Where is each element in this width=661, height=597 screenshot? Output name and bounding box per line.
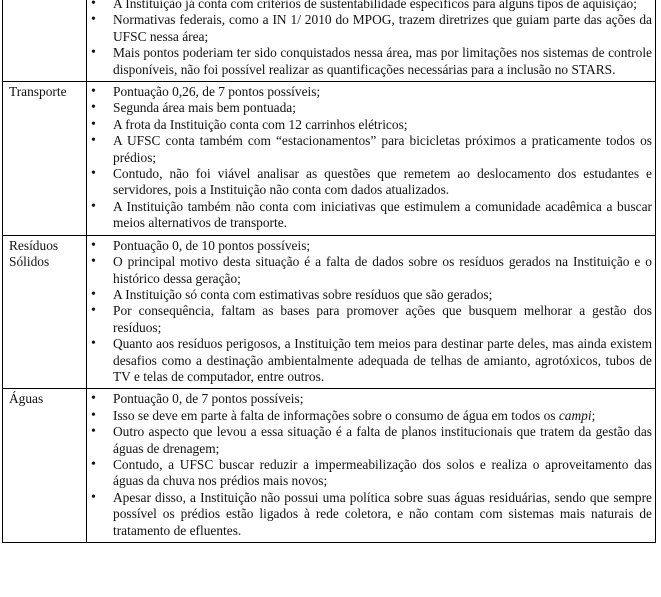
list-item: • Contudo, não foi viável analisar as questões que remetem ao deslocamento dos estudantes e servidores, pois a Instituição não conta com dados atualizados. — [90, 166, 652, 199]
list-item: • Outro aspecto que levou a essa situação é a falta de planos institucionais que tratem da gestão das águas de drenagem; — [90, 424, 652, 457]
list-item-text: ; — [591, 407, 596, 423]
list-item: • O principal motivo desta situação é a falta de dados sobre os resíduos gerados na Instituição e o histórico dessa geração; — [90, 254, 652, 287]
row-label — [3, 0, 87, 82]
row-label-line: Resíduos — [9, 237, 59, 253]
list-item: • Pontuação 0, de 10 pontos possíveis; — [90, 238, 652, 254]
list-item: • A Instituição também não conta com iniciativas que estimulem a comunidade acadêmica a buscar meios alternativos de transporte. — [90, 199, 652, 232]
row-label: Transporte — [3, 82, 87, 236]
row-label — [3, 235, 87, 389]
list-item: • Normativas federais, como a IN 1/ 2010 do MPOG, trazem diretrizes que guiam parte das ações da UFSC nessa área; — [90, 12, 652, 45]
italic-term: campi — [558, 407, 592, 423]
list-item: • Pontuação 0,26, de 7 pontos possíveis; — [90, 84, 652, 100]
row-content — [87, 0, 656, 82]
list-item: • A UFSC conta também com “estacionamentos” para bicicletas próximos a praticamente todos os prédios; — [90, 133, 652, 166]
list-item: • A Instituição só conta com estimativas sobre resíduos que são gerados; — [90, 287, 652, 303]
list-item: • Pontuação 0, de 7 pontos possíveis; — [90, 391, 652, 407]
list-item: • A frota da Instituição conta com 12 carrinhos elétricos; — [90, 117, 652, 133]
row-content — [87, 235, 656, 389]
table-row-transporte — [3, 82, 656, 236]
row-label-line: Sólidos — [9, 254, 50, 270]
table-row-aquisicao — [3, 0, 656, 82]
list-item: • Quanto aos resíduos perigosos, a Instituição tem meios para destinar parte deles, mas ainda existem desafios como a destinação ambientalmente adequada de telhas de amianto, agrotóxicos, tubos de TV e telas de computador, entre outros. — [90, 336, 652, 385]
table-row-residuos-solidos — [3, 235, 656, 389]
list-item: • Mais pontos poderiam ter sido conquistados nessa área, mas por limitações nos sistemas de controle disponíveis, não foi possível realizar as quantificações necessárias para a inclusão no STARS. — [90, 45, 652, 78]
list-item — [90, 408, 652, 424]
bullet-list — [90, 238, 652, 386]
sustainability-assessment-table — [2, 0, 656, 543]
bullet-list — [90, 84, 652, 232]
list-item: • Por consequência, faltam as bases para promover ações que busquem melhorar a gestão dos resíduos; — [90, 303, 652, 336]
row-content — [87, 82, 656, 236]
bullet-list — [90, 0, 652, 78]
row-content — [87, 389, 656, 543]
list-item: • Segunda área mais bem pontuada; — [90, 100, 652, 116]
bullet-list — [90, 391, 652, 539]
list-item: • Apesar disso, a Instituição não possui uma política sobre suas águas residuárias, sendo que sempre possível os prédios estão ligados à rede coletora, e não contam com sistemas mais naturais de tratamento de efluentes. — [90, 490, 652, 539]
list-item-text: Isso se deve em parte à falta de informações sobre o consumo de água em todos os — [113, 407, 559, 423]
row-label: Águas — [3, 389, 87, 543]
table-row-aguas — [3, 389, 656, 543]
list-item: • Contudo, a UFSC buscar reduzir a impermeabilização dos solos e realiza o aproveitamento das águas da chuva nos prédios mais novos; — [90, 457, 652, 490]
list-item: • A Instituição já conta com critérios de sustentabilidade específicos para alguns tipos de aquisição; — [90, 0, 652, 12]
